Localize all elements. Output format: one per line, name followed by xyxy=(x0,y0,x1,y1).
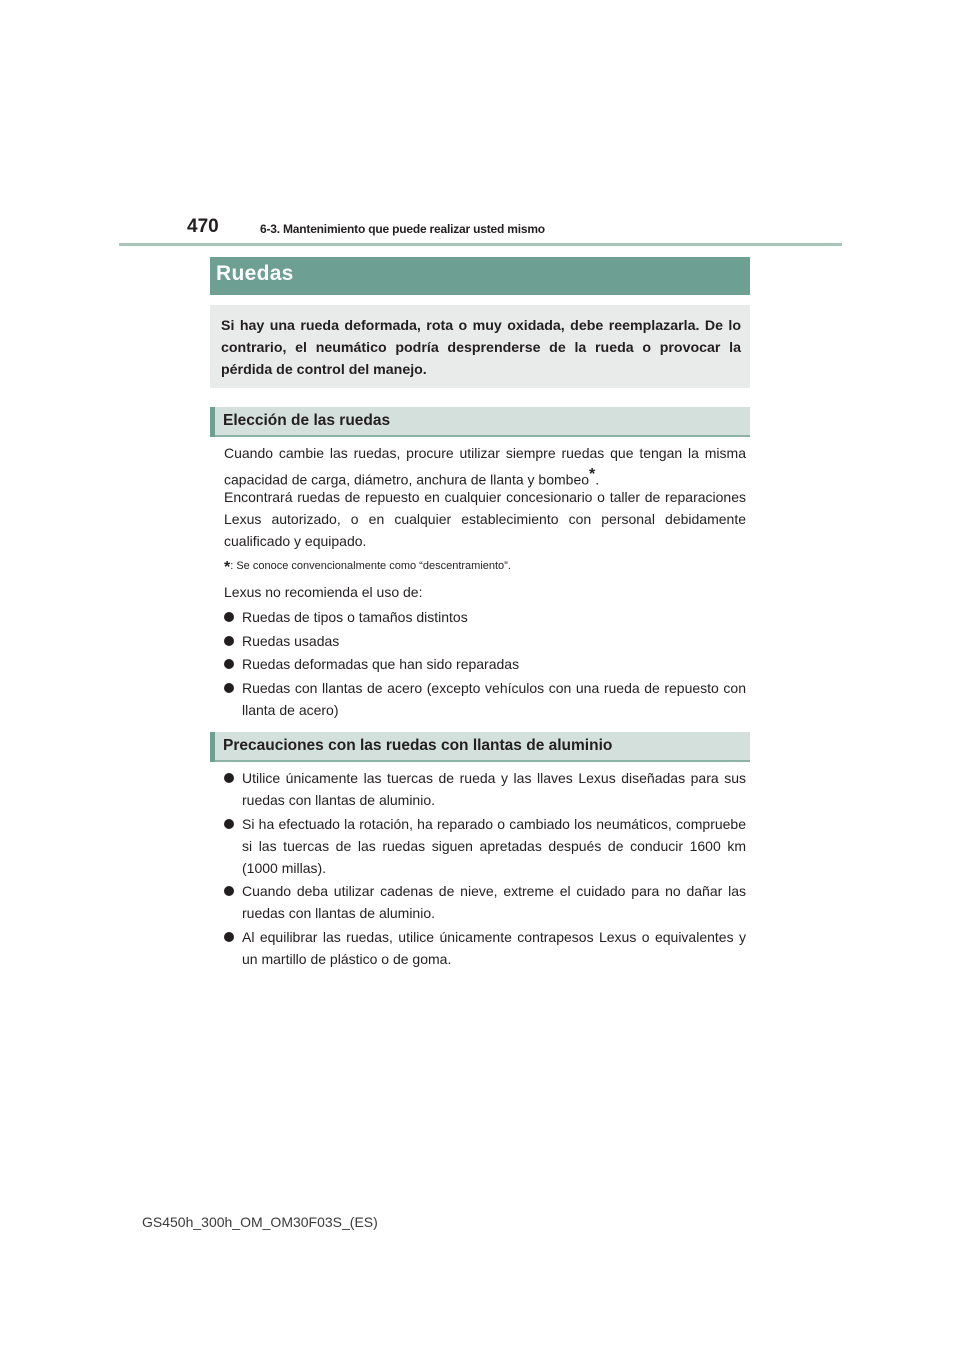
bullet-icon xyxy=(224,659,234,669)
footnote: *: Se conoce convencionalmente como “descentramiento”. xyxy=(224,559,511,576)
bullet-icon xyxy=(224,773,234,783)
page-header xyxy=(119,214,842,246)
bullet-icon xyxy=(224,886,234,896)
bullet-icon xyxy=(224,932,234,942)
page-title: Ruedas xyxy=(216,262,294,285)
section-heading-text: Elección de las ruedas xyxy=(223,412,391,429)
bullet-icon xyxy=(224,819,234,829)
list-item: Al equilibrar las ruedas, utilice únicamente contrapesos Lexus o equivalentes y un martillo de plástico o de goma. xyxy=(224,926,746,970)
intro-box xyxy=(210,305,750,388)
document-code-footer: GS450h_300h_OM_OM30F03S_(ES) xyxy=(142,1214,378,1230)
list-item: Utilice únicamente las tuercas de rueda y las llaves Lexus diseñadas para sus ruedas con llantas de aluminio. xyxy=(224,767,746,811)
list-item: Ruedas deformadas que han sido reparadas xyxy=(224,653,746,675)
section-heading-text: Precauciones con las ruedas con llantas de aluminio xyxy=(223,737,613,754)
page-number: 470 xyxy=(187,216,219,237)
not-recommended-lead: Lexus no recomienda el uso de: xyxy=(224,584,423,600)
footnote-marker: * xyxy=(589,466,596,483)
page-title-bar xyxy=(210,257,750,295)
header-rule xyxy=(119,243,842,246)
aluminum-precautions-list xyxy=(224,767,746,971)
intro-text: Si hay una rueda deformada, rota o muy oxidada, debe reemplazarla. De lo contrario, el neumático podría desprenderse de la rueda o provocar la pérdida de control del manejo. xyxy=(221,318,741,378)
list-item: Cuando deba utilizar cadenas de nieve, extreme el cuidado para no dañar las ruedas con llantas de aluminio. xyxy=(224,880,746,924)
bullet-icon xyxy=(224,683,234,693)
section-reference: 6-3. Mantenimiento que puede realizar usted mismo xyxy=(260,222,545,236)
not-recommended-list xyxy=(224,606,746,722)
list-item: Si ha efectuado la rotación, ha reparado o cambiado los neumáticos, compruebe si las tuercas de las ruedas siguen apretadas después de conducir 1600 km (1000 millas). xyxy=(224,813,746,879)
bullet-icon xyxy=(224,636,234,646)
paragraph-wheel-selection: Cuando cambie las ruedas, procure utilizar siempre ruedas que tengan la misma capacidad de carga, diámetro, anchura de llanta y bombeo*. xyxy=(224,445,746,488)
paragraph-replacement-wheels: Encontrará ruedas de repuesto en cualquier concesionario o taller de reparaciones Lexus autorizado, o en cualquier establecimiento con personal debidamente cualificado y equipado. xyxy=(224,489,746,549)
section-heading-wheel-selection xyxy=(210,407,750,437)
list-item: Ruedas con llantas de acero (excepto vehículos con una rueda de repuesto con llanta de acero) xyxy=(224,677,746,721)
bullet-icon xyxy=(224,612,234,622)
list-item: Ruedas usadas xyxy=(224,630,746,652)
section-heading-aluminum-wheels xyxy=(210,732,750,762)
list-item: Ruedas de tipos o tamaños distintos xyxy=(224,606,746,628)
